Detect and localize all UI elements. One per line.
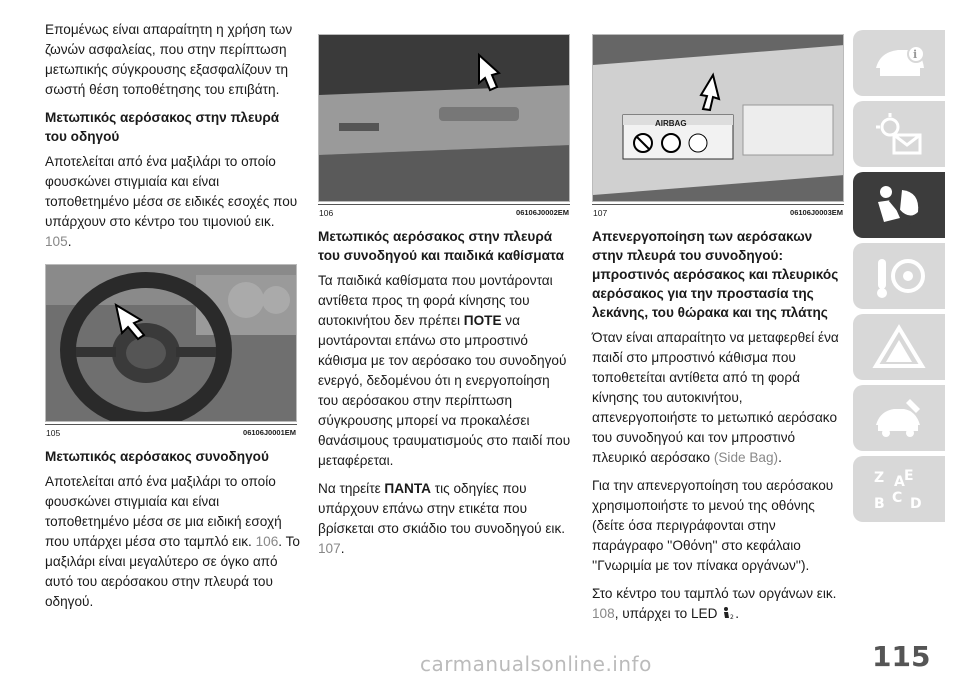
tab-lights[interactable] bbox=[853, 101, 945, 167]
seat-airbag-icon bbox=[870, 180, 928, 230]
watermark: carmanualsonline.info bbox=[420, 652, 652, 676]
svg-text:E: E bbox=[904, 468, 914, 484]
figure-ref-107[interactable]: 107 bbox=[318, 541, 341, 556]
column-3 bbox=[592, 20, 847, 632]
chapter-tabs bbox=[853, 30, 955, 527]
paragraph-led: Στο κέντρο του ταμπλό των οργάνων εικ. 108, υπάρχει το LED 2 . bbox=[592, 586, 837, 621]
car-dashboard-info-icon bbox=[870, 38, 928, 88]
heading-child-seats: Μετωπικός αερόσακος στην πλευρά του συνοδηγού και παιδικά καθίσματα bbox=[318, 229, 564, 263]
tab-maintenance[interactable] bbox=[853, 385, 945, 451]
tab-starting[interactable] bbox=[853, 243, 945, 309]
tab-index[interactable] bbox=[853, 456, 945, 522]
column-2 bbox=[318, 20, 573, 567]
figure-number: 106 bbox=[319, 208, 334, 218]
figure-number: 107 bbox=[593, 208, 608, 218]
svg-text:2: 2 bbox=[730, 614, 735, 620]
figure-106 bbox=[318, 34, 570, 219]
sun-visor-photo bbox=[592, 34, 844, 202]
column-1 bbox=[45, 20, 300, 620]
figure-caption-105 bbox=[45, 424, 297, 439]
svg-text:A: A bbox=[894, 474, 905, 490]
heading-passenger-airbag: Μετωπικός αερόσακος συνοδηγού bbox=[45, 449, 269, 464]
figure-ref-108[interactable]: 108 bbox=[592, 606, 615, 621]
svg-text:i: i bbox=[913, 48, 918, 61]
key-and-steering-wheel-icon bbox=[870, 251, 928, 301]
tab-dashboard[interactable] bbox=[853, 30, 945, 96]
figure-ref-105[interactable]: 105 bbox=[45, 234, 68, 249]
svg-text:B: B bbox=[874, 496, 885, 512]
dashboard-photo bbox=[318, 34, 570, 202]
figure-code: 06106J0002EM bbox=[516, 208, 569, 217]
figure-ref-106[interactable]: 106 bbox=[255, 534, 279, 549]
page-number: 115 bbox=[872, 640, 931, 673]
paragraph-driver-airbag: Αποτελείται από ένα μαξιλάρι το οποίο φουσκώνει στιγμιαία και είναι τοποθετημένο μέσα σε ειδικές εσοχές που υπάρχουν στο κέντρο του τιμονιού εικ. 105. bbox=[45, 154, 298, 249]
car-wrench-icon bbox=[870, 393, 928, 443]
svg-text:D: D bbox=[910, 496, 922, 512]
paragraph-deactivation: Όταν είναι απαραίτητο να μεταφερθεί ένα παιδί στο μπροστινό κάθισμα που τοποθετείται αντίθετα από τη φορά κίνησης του αυτοκινήτου, απενεργοποιήστε το μετωπικό αερόσακο του συνοδηγού και τον μπροστινό πλευρικό αερόσακο (Side Bag). bbox=[592, 330, 839, 465]
airbag-led-icon bbox=[721, 606, 735, 620]
intro-paragraph: Επομένως είναι απαραίτητη η χρήση των ζωνών ασφαλείας, που στην περίπτωση μετωπικής σύγκρουσης εξασφαλίζουν τη σωστή θέση τοποθέτησης του επιβάτη. bbox=[45, 22, 293, 97]
lights-and-mail-icon bbox=[870, 109, 928, 159]
figure-caption-106 bbox=[318, 204, 570, 219]
airbag-label: AIRBAG bbox=[655, 119, 687, 128]
figure-105 bbox=[45, 264, 297, 439]
steering-wheel-photo bbox=[45, 264, 297, 422]
figure-code: 06106J0003EM bbox=[790, 208, 843, 217]
alphabet-index-icon bbox=[870, 464, 928, 514]
figure-number: 105 bbox=[46, 428, 61, 438]
figure-caption-107 bbox=[592, 204, 844, 219]
heading-deactivation: Απενεργοποίηση των αερόσακων στην πλευρά του συνοδηγού: μπροστινός αερόσακος και πλευρικός αερόσακος για την προστασία της λεκάνης, του θώρακα και της πλάτης bbox=[592, 229, 839, 320]
warning-triangle-icon bbox=[870, 322, 928, 372]
svg-text:Z: Z bbox=[874, 470, 885, 486]
paragraph-passenger-airbag: Αποτελείται από ένα μαξιλάρι το οποίο φουσκώνει στιγμιαία και είναι τοποθετημένο μέσα σε μια ειδική εσοχή που υπάρχει μέσα στο ταμπλό εικ. 106. Το μαξιλάρι είναι μεγαλύτερο σε όγκο από αυτό του αερόσακου στην πλευρά του οδηγού. bbox=[45, 474, 300, 609]
paragraph-menu: Για την απενεργοποίηση του αερόσακου χρησιμοποιήστε το μενού της οθόνης (δείτε όσα περιγράφονται στην παράγραφο ''Οθόνη'' στο κεφάλαιο ''Γνωριμία με τον πίνακα οργάνων''). bbox=[592, 478, 834, 573]
svg-text:C: C bbox=[892, 490, 903, 506]
figure-code: 06106J0001EM bbox=[243, 428, 296, 437]
tab-emergency[interactable] bbox=[853, 314, 945, 380]
heading-driver-airbag: Μετωπικός αερόσακος στην πλευρά του οδηγού bbox=[45, 110, 280, 144]
tab-safety[interactable] bbox=[853, 172, 945, 238]
paragraph-child-seats: Τα παιδικά καθίσματα που μοντάρονται αντίθετα προς τη φορά κίνησης του αυτοκινήτου δεν πρέπει ΠΟΤΕ να μοντάρονται επάνω στο μπροστινό κάθισμα με τον αερόσακο του συνοδηγού ενεργό, δεδομένου ότι η ενεργοποίηση του αερόσακου στην περίπτωση σύγκρουσης μπορεί να προκαλέσει θανάσιμους τραυματισμούς στο παιδί που μεταφέρεται. bbox=[318, 273, 571, 468]
figure-107 bbox=[592, 34, 844, 219]
paragraph-always-follow: Να τηρείτε ΠΑΝΤΑ τις οδηγίες που υπάρχουν επάνω στην ετικέτα που βρίσκεται στο σκιάδιο του συνοδηγού εικ. 107. bbox=[318, 481, 566, 556]
